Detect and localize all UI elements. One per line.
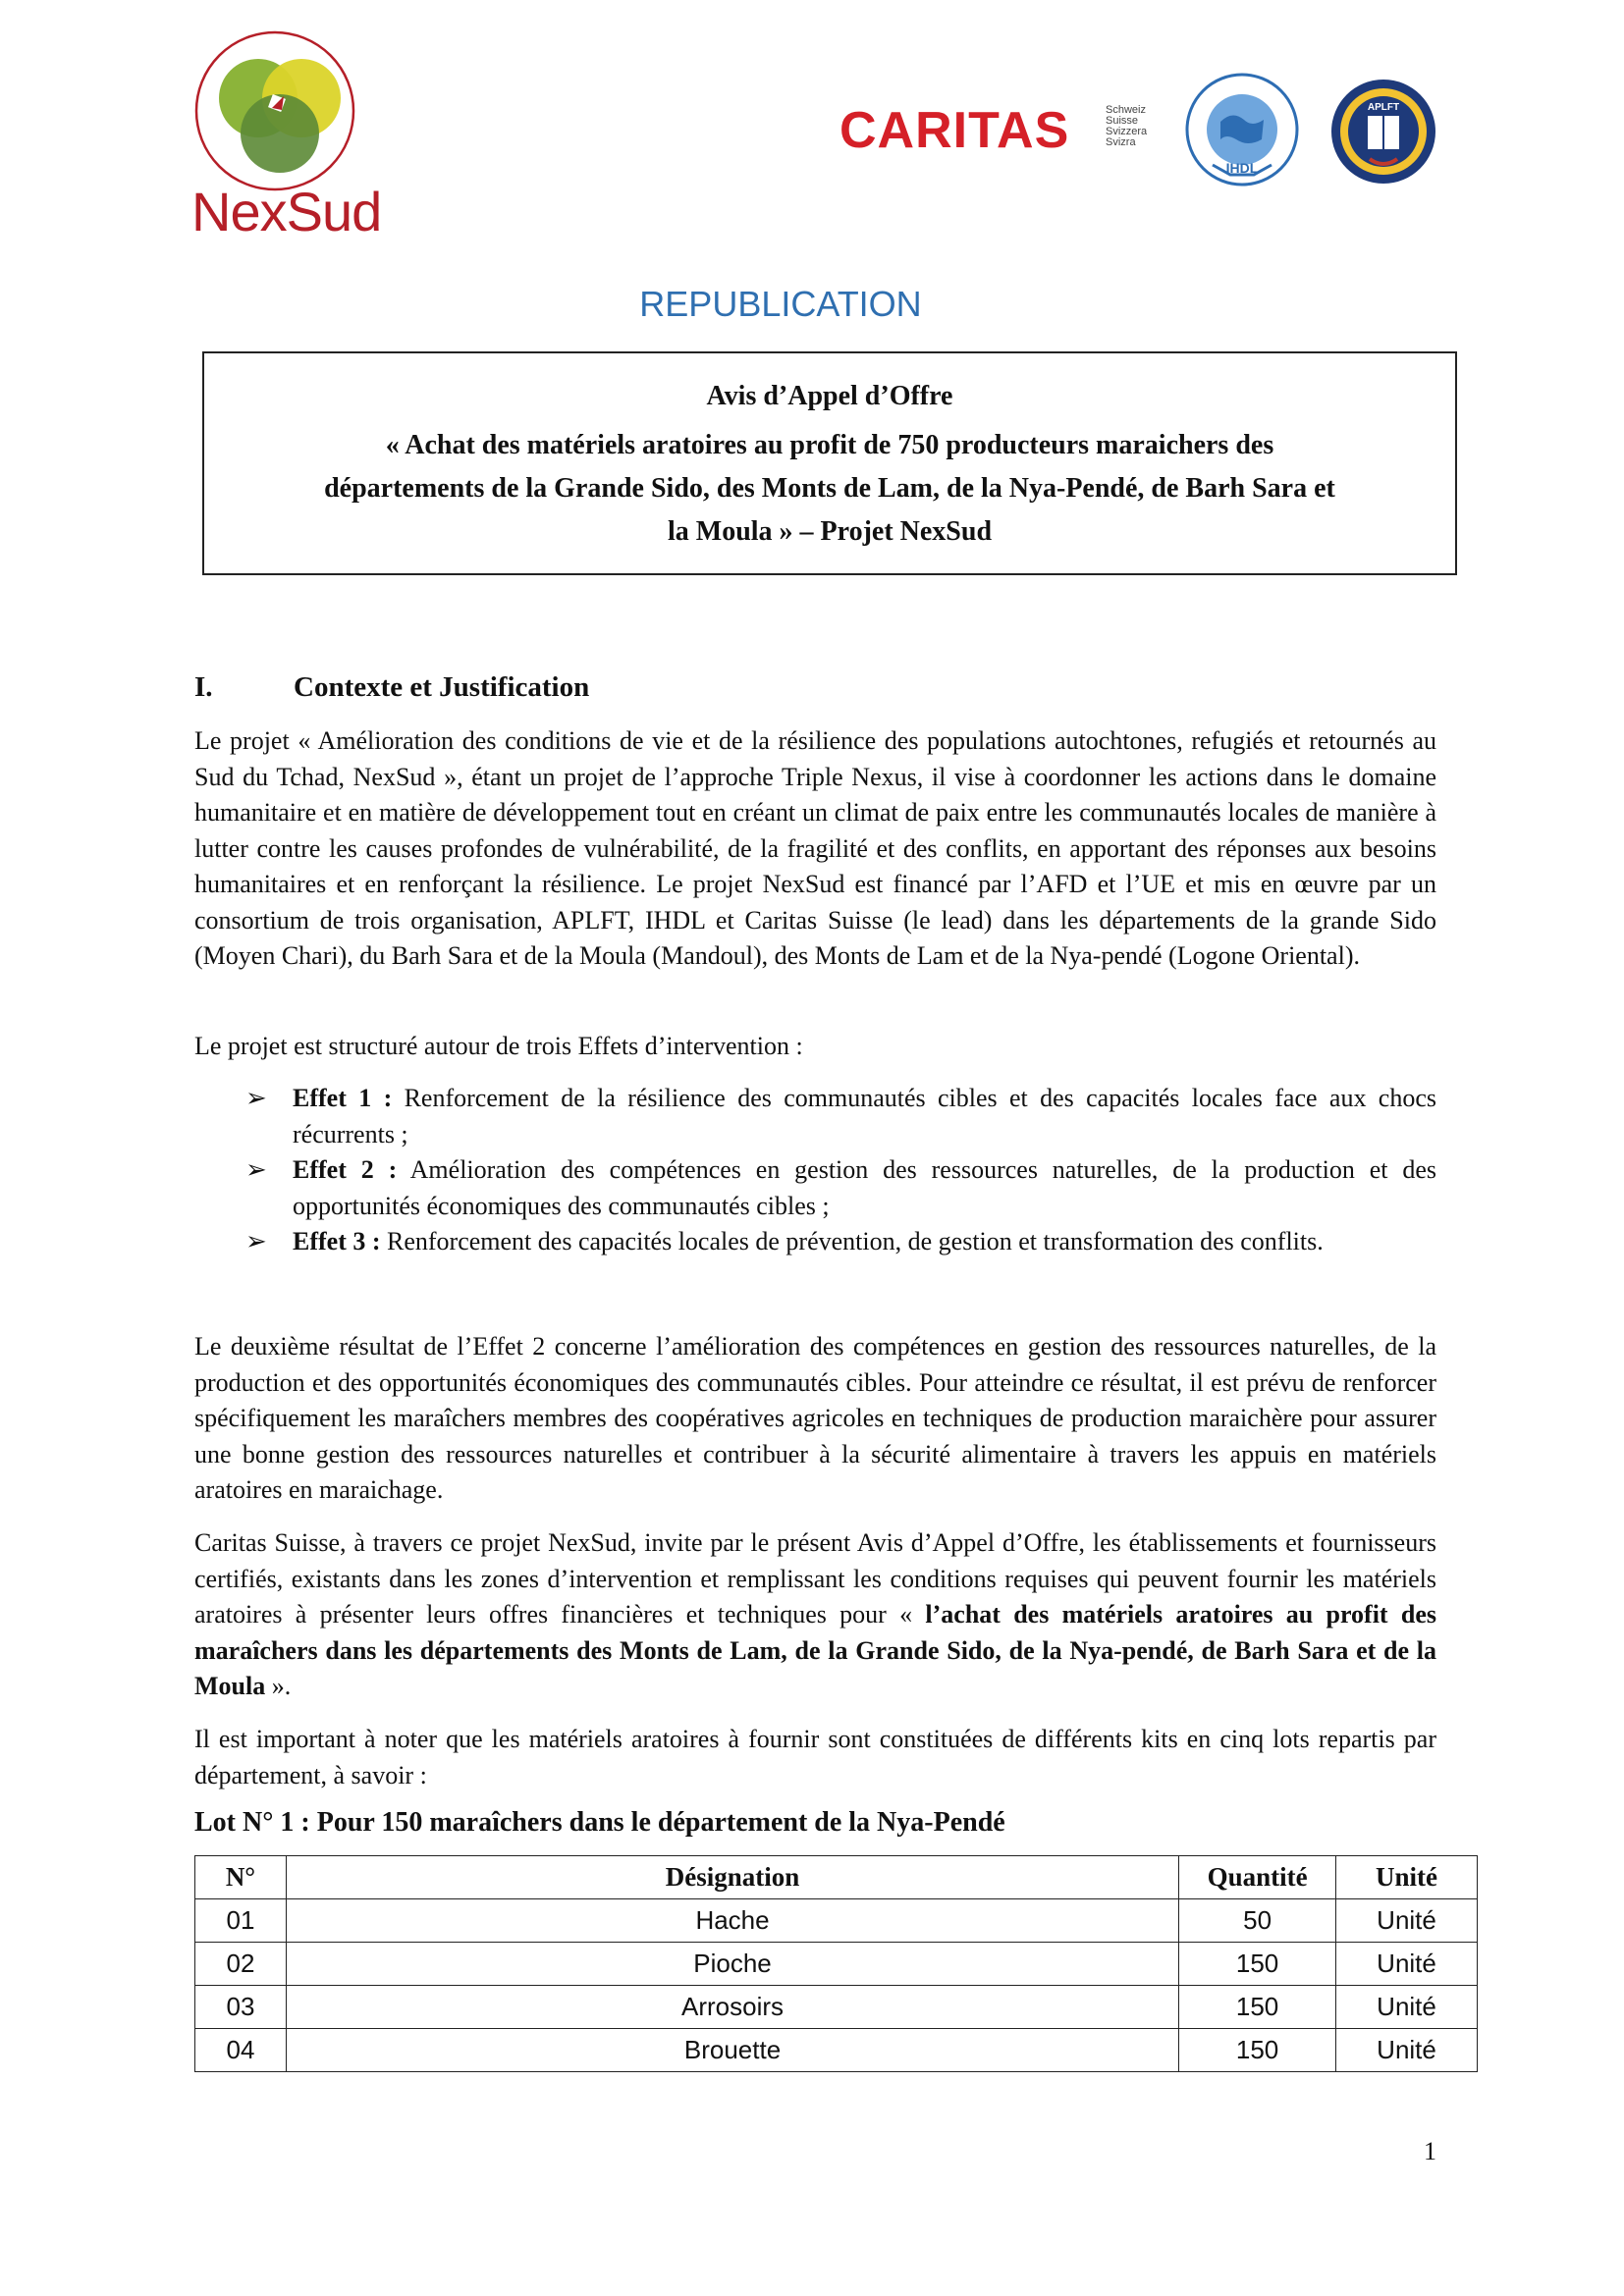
lot-title: Lot N° 1 : Pour 150 maraîchers dans le département de la Nya-Pendé bbox=[194, 1807, 1005, 1838]
cell-designation: Brouette bbox=[286, 2029, 1178, 2072]
lot-table bbox=[194, 1855, 1478, 2072]
notice-subject bbox=[224, 424, 1435, 554]
page-number: 1 bbox=[1424, 2137, 1436, 2165]
paragraph-invitation bbox=[194, 1525, 1436, 1705]
ihdl-logo bbox=[1183, 71, 1301, 188]
cell-number: 03 bbox=[195, 1986, 287, 2029]
effect-text: Renforcement de la résilience des communautés cibles et des capacités locales face aux chocs récurrents ; bbox=[293, 1084, 1437, 1148]
notice-subject-line: départements de la Grande Sido, des Monts de Lam, de la Nya-Pendé, de Barh Sara et bbox=[324, 473, 1335, 504]
effect-text: Renforcement des capacités locales de prévention, de gestion et transformation des conflits. bbox=[380, 1227, 1324, 1255]
caritas-subtitle-line: Suisse bbox=[1106, 115, 1139, 127]
invitation-end: ». bbox=[265, 1672, 292, 1700]
cell-quantity: 150 bbox=[1179, 1986, 1336, 2029]
cell-designation: Hache bbox=[286, 1899, 1178, 1943]
paragraph-result: Le deuxième résultat de l’Effet 2 concerne l’amélioration des compétences en gestion des ressources naturelles, de la production et des opportunités économiques des communautés cibles. Pour atteindre ce résultat, il est prévu de renforcer spécifiquement les maraîchers membres des coopératives agricoles en techniques de production maraichère pour assurer une bonne gestion des ressources naturelles et contribuer à la sécurité alimentaire à travers les appuis en matériels aratoires en maraichage. bbox=[194, 1332, 1436, 1504]
cell-number: 02 bbox=[195, 1943, 287, 1986]
effect-item bbox=[293, 1224, 1436, 1260]
paragraph-context: Le projet « Amélioration des conditions de vie et de la résilience des populations autochtones, refugiés et retournés au Sud du Tchad, NexSud », étant un projet de l’approche Triple Nexus, il vise à coordonner les actions dans le domaine humanitaire et en matière de développement tout en créant un climat de paix entre les communautés locales de manière à lutter contre les causes profondes de vulnérabilité, de la fragilité et des conflits, en apportant des réponses aux besoins humanitaires et en renforçant la résilience. Le projet NexSud est financé par l’AFD et l’UE et mis en œuvre par un consortium de trois organisation, APLFT, IHDL et Caritas Suisse (le lead) dans les départements de la grande Sido (Moyen Chari), du Barh Sara et de la Moula (Mandoul), des Monts de Lam et de la Nya-pendé (Logone Oriental). bbox=[194, 726, 1436, 970]
cell-unit: Unité bbox=[1336, 1899, 1478, 1943]
caritas-subtitle bbox=[1106, 105, 1147, 148]
cell-quantity: 150 bbox=[1179, 1943, 1336, 1986]
caritas-subtitle-line: Svizzera bbox=[1106, 126, 1148, 137]
aplft-logo-text: APLFT bbox=[1367, 102, 1400, 113]
table-row bbox=[195, 2029, 1478, 2072]
effect-item bbox=[293, 1152, 1436, 1224]
column-header: Unité bbox=[1336, 1856, 1478, 1899]
cell-designation: Pioche bbox=[286, 1943, 1178, 1986]
table-header-row bbox=[195, 1856, 1478, 1899]
cell-unit: Unité bbox=[1336, 2029, 1478, 2072]
section-title: Contexte et Justification bbox=[294, 671, 590, 703]
column-header: Désignation bbox=[286, 1856, 1178, 1899]
effect-label: Effet 1 : bbox=[293, 1084, 393, 1112]
notice-title-box bbox=[202, 351, 1457, 575]
aplft-logo bbox=[1328, 77, 1438, 187]
cell-number: 01 bbox=[195, 1899, 287, 1943]
nexsud-wordmark: NexSud bbox=[191, 181, 382, 242]
bullet-arrow-icon: ➢ bbox=[245, 1084, 267, 1112]
column-header: Quantité bbox=[1179, 1856, 1336, 1899]
notice-subject-line: la Moula » – Projet NexSud bbox=[667, 516, 993, 547]
caritas-subtitle-line: Svizra bbox=[1106, 136, 1136, 148]
cell-designation: Arrosoirs bbox=[286, 1986, 1178, 2029]
table-row bbox=[195, 1986, 1478, 2029]
bullet-arrow-icon: ➢ bbox=[245, 1155, 267, 1184]
cell-unit: Unité bbox=[1336, 1986, 1478, 2029]
ihdl-logo-text: IHDL bbox=[1225, 160, 1259, 176]
notice-subject-line: « Achat des matériels aratoires au profit de 750 producteurs maraichers des bbox=[385, 430, 1274, 460]
effect-label: Effet 2 : bbox=[293, 1155, 398, 1184]
effect-label: Effet 3 : bbox=[293, 1227, 381, 1255]
effect-item bbox=[293, 1081, 1436, 1152]
notice-title: Avis d’Appel d’Offre bbox=[706, 381, 953, 411]
caritas-logo: CARITAS bbox=[839, 102, 1070, 159]
cell-unit: Unité bbox=[1336, 1943, 1478, 1986]
paragraph-lots-intro: Il est important à noter que les matériels aratoires à fournir sont constituées de différents kits en cinq lots repartis par département, à savoir : bbox=[194, 1725, 1436, 1789]
table-row bbox=[195, 1943, 1478, 1986]
caritas-subtitle-line: Schweiz bbox=[1106, 104, 1146, 116]
cell-number: 04 bbox=[195, 2029, 287, 2072]
table-row bbox=[195, 1899, 1478, 1943]
paragraph-structure: Le projet est structuré autour de trois Effets d’intervention : bbox=[194, 1032, 803, 1060]
effect-text: Amélioration des compétences en gestion des ressources naturelles, de la production et des opportunités économiques des communautés cibles ; bbox=[293, 1155, 1437, 1220]
cell-quantity: 50 bbox=[1179, 1899, 1336, 1943]
bullet-arrow-icon: ➢ bbox=[245, 1227, 267, 1255]
invitation-text: Caritas Suisse, à travers ce projet NexSud, invite par le présent Avis d’Appel d’Offre, les établissements et fournisseurs certifiés, existants dans les zones d’intervention et remplissant les conditions requises qui peuvent fournir les matériels aratoires à présenter leurs offres financières et techniques pour « bbox=[194, 1528, 1436, 1629]
cell-quantity: 150 bbox=[1179, 2029, 1336, 2072]
republication-heading: REPUBLICATION bbox=[639, 284, 922, 324]
invitation-subject: l’achat des matériels aratoires au profit des maraîchers dans les départements des Monts de Lam, de la Grande Sido, de la Nya-pendé, de Barh Sara et de la Moula bbox=[194, 1600, 1436, 1700]
section-number: I. bbox=[194, 671, 213, 703]
column-header: N° bbox=[195, 1856, 287, 1899]
